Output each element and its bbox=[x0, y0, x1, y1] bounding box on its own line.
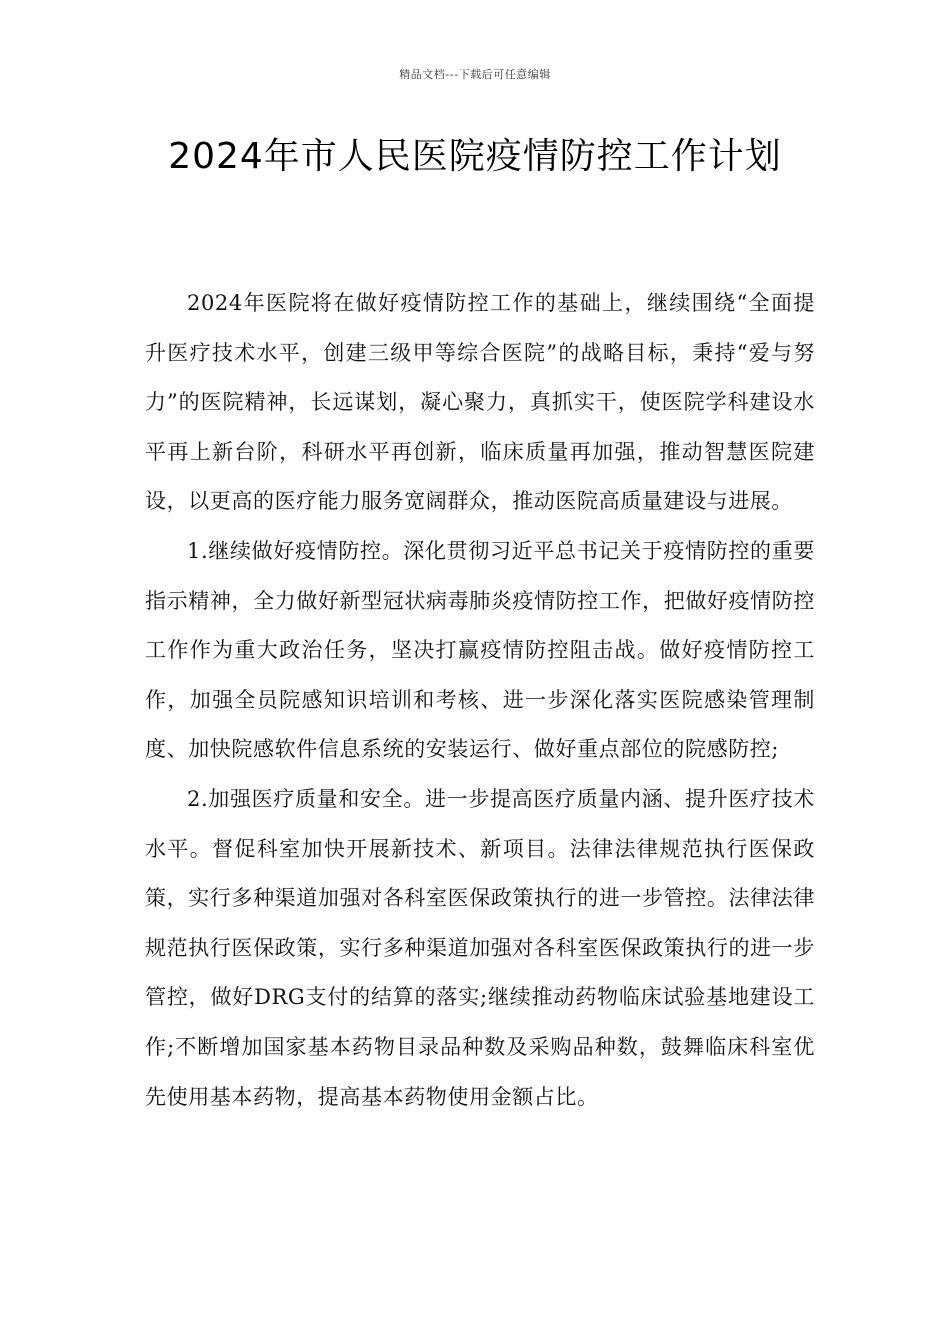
paragraph-epidemic-control: 1.继续做好疫情防控。深化贯彻习近平总书记关于疫情防控的重要指示精神，全力做好新型冠状病毒肺炎疫情防控工作，把做好疫情防控工作作为重大政治任务，坚决打赢疫情防控阻击战。做好疫情防控工作，加强全员院感知识培训和考核、进一步深化落实医院感染管理制度、加快院感软件信息系统的安装运行、做好重点部位的院感防控; bbox=[145, 538, 815, 762]
paragraph-intro: 2024年医院将在做好疫情防控工作的基础上，继续围绕“全面提升医疗技术水平，创建三级甲等综合医院”的战略目标，秉持“爱与努力”的医院精神，长远谋划，凝心聚力，真抓实干，使医院学科建设水平再上新台阶，科研水平再创新，临床质量再加强，推动智慧医院建设，以更高的医疗能力服务宽阔群众，推动医院高质量建设与进展。 bbox=[145, 291, 815, 514]
document-body bbox=[145, 279, 815, 1122]
document-title: 2024年市人民医院疫情防控工作计划 bbox=[168, 136, 782, 177]
paragraph-medical-quality: 2.加强医疗质量和安全。进一步提高医疗质量内涵、提升医疗技术水平。督促科室加快开展新技术、新项目。法律法律规范执行医保政策，实行多种渠道加强对各科室医保政策执行的进一步管控。法律法律规范执行医保政策，实行多种渠道加强对各科室医保政策执行的进一步管控，做好DRG支付的结算的落实;继续推动药物临床试验基地建设工作;不断增加国家基本药物目录品种数及采购品种数，鼓舞临床科室优先使用基本药物，提高基本药物使用金额占比。 bbox=[145, 786, 815, 1109]
page-header-watermark: 精品文档---下载后可任意编辑 bbox=[399, 68, 551, 81]
